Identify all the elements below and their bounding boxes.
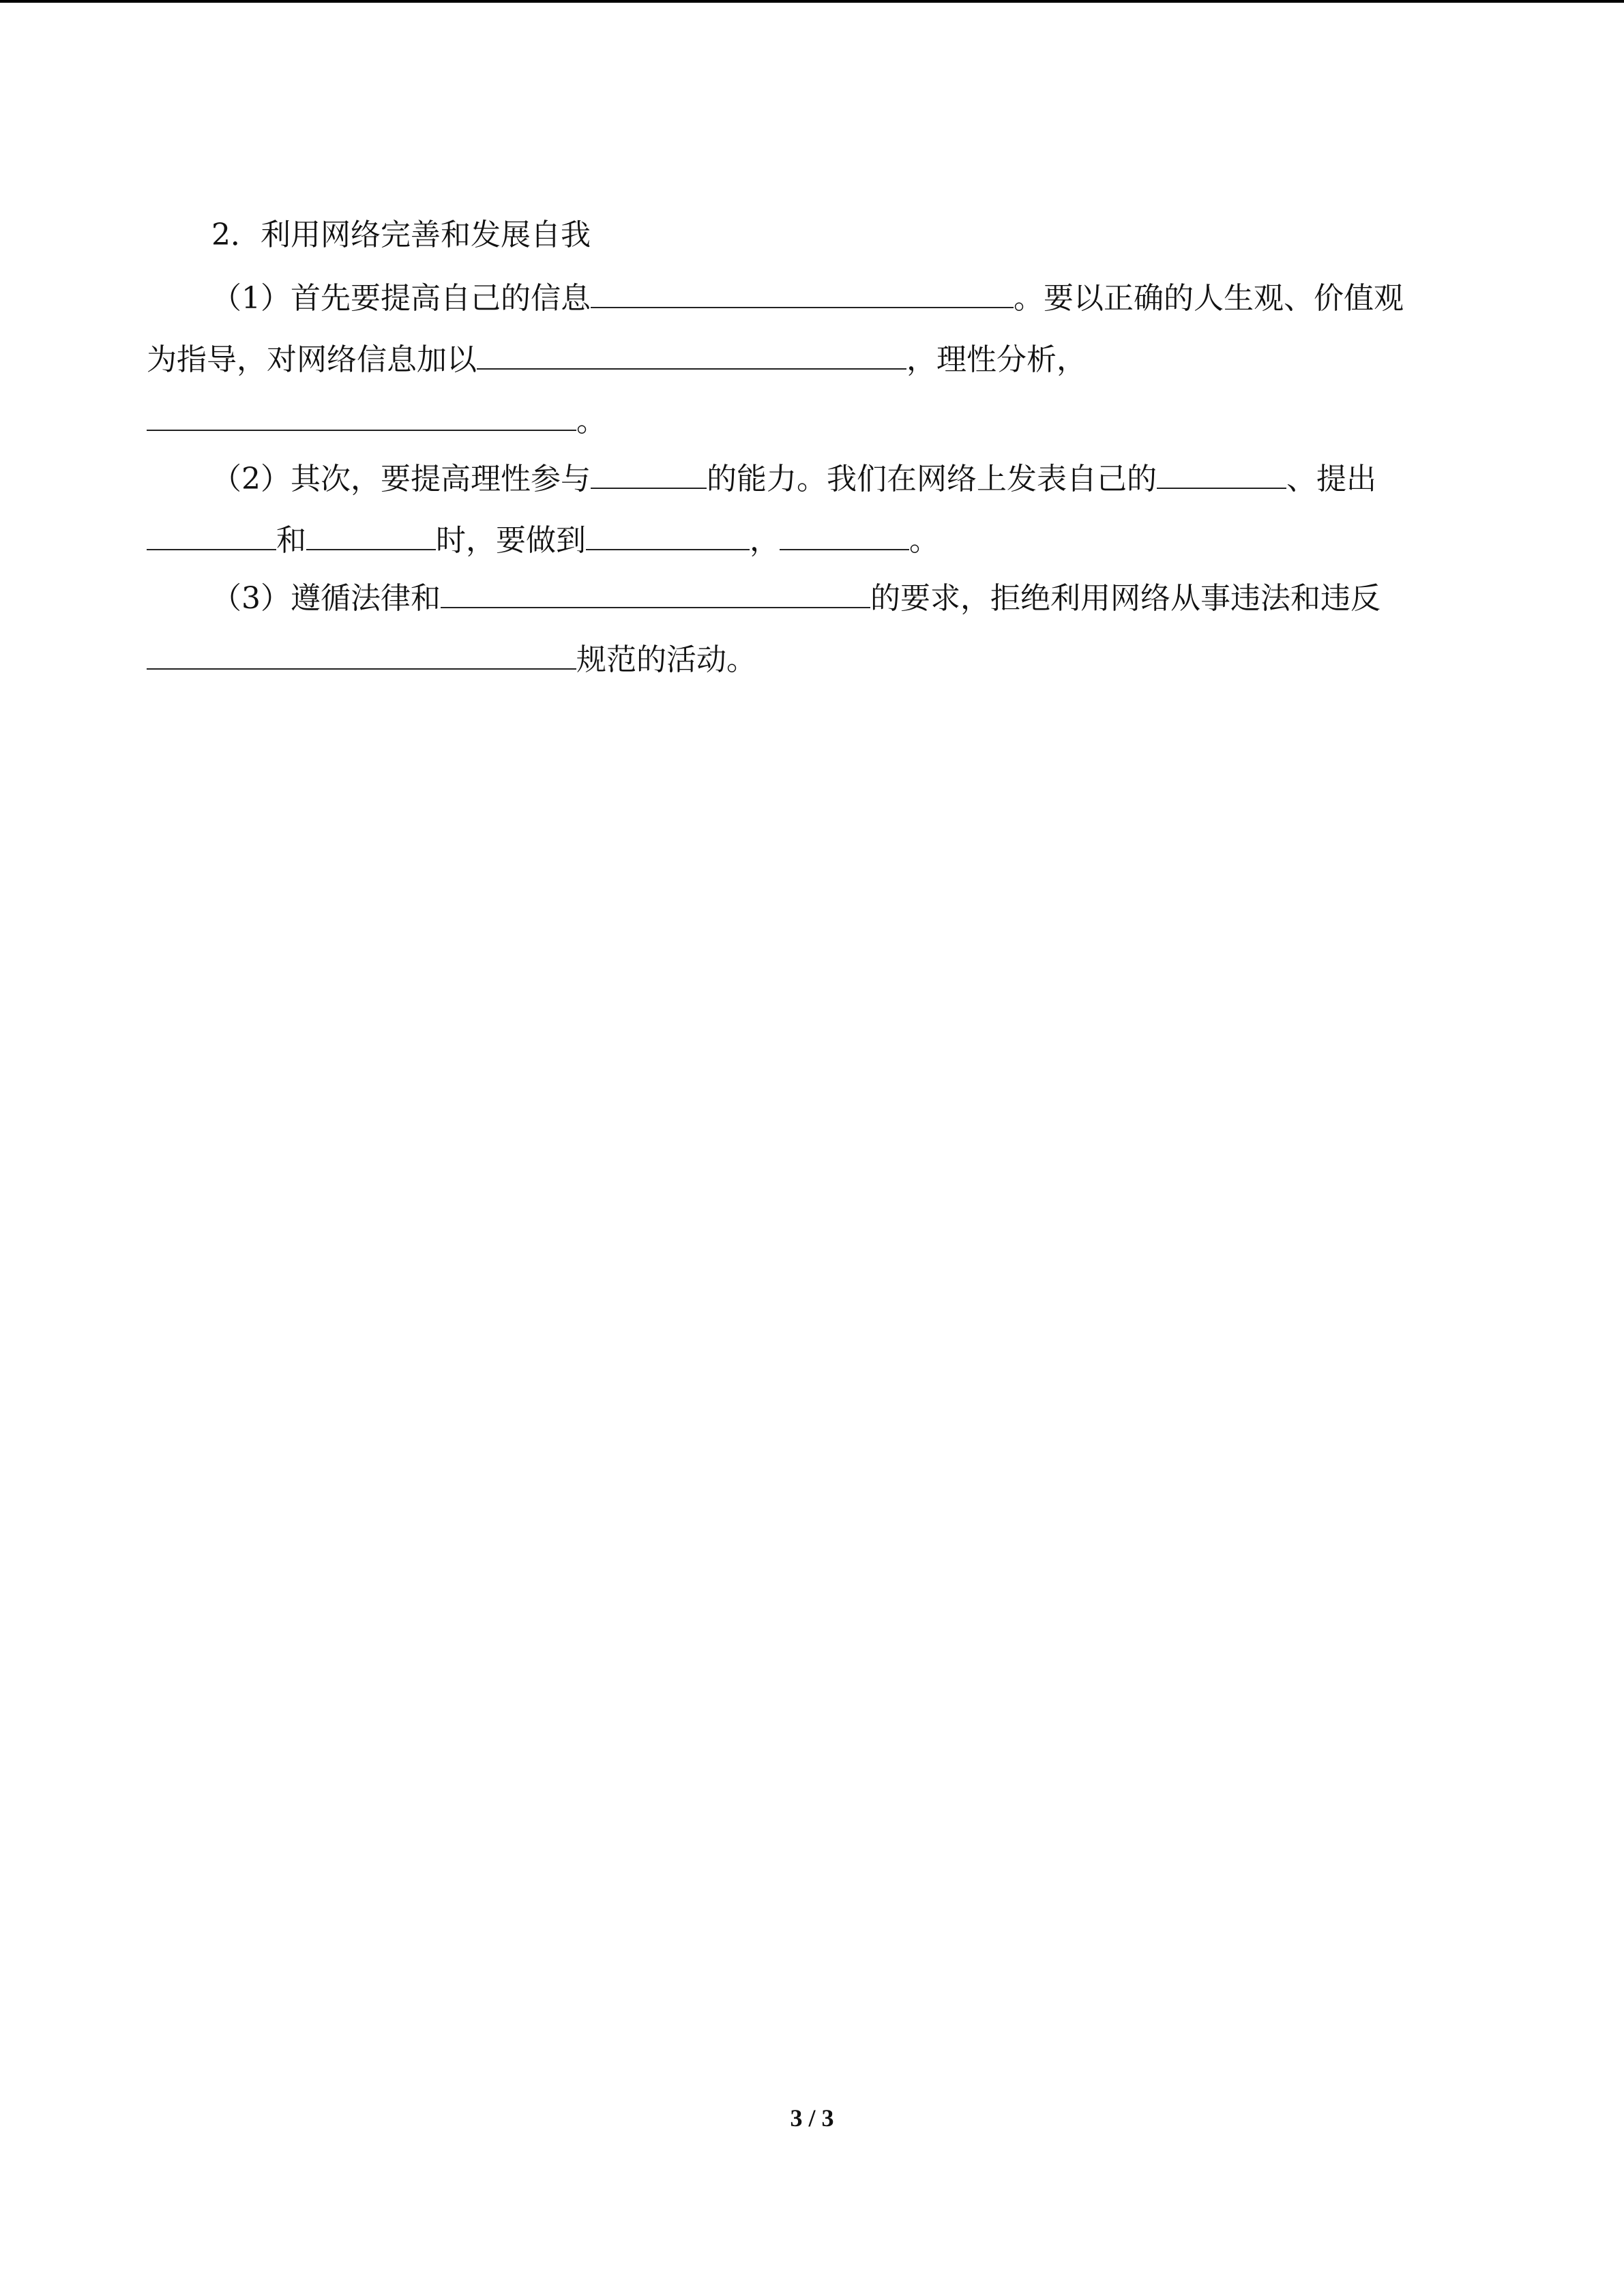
item1-line1 [211,273,1404,319]
item2-text-a: （2）其次，要提高理性参与 [211,462,591,496]
top-border-line [0,0,1624,3]
item1-text-c: 为指导，对网络信息加以 [147,342,477,377]
fill-blank[interactable] [147,396,576,431]
item2-text-d: 和 [276,523,306,558]
fill-blank[interactable] [441,573,870,608]
item3-text-a: （3）遵循法律和 [211,581,441,616]
item2-text-f: ， [750,523,780,558]
item2-text-c: 、提出 [1286,462,1376,496]
fill-blank[interactable] [147,634,576,670]
item3-text-c: 规范的活动。 [576,642,756,677]
item1-line3 [147,396,606,442]
item1-text-e: 。 [576,404,606,438]
item1-text-d: ，理性分析， [906,342,1087,377]
item1-line2 [147,334,1087,381]
heading-text: 2．利用网络完善和发展自我 [211,218,591,252]
item2-line1 [211,453,1376,500]
fill-blank[interactable] [591,273,1014,308]
fill-blank[interactable] [147,515,276,550]
fill-blank[interactable] [477,334,906,370]
item2-line2 [147,515,939,561]
fill-blank[interactable] [591,453,707,489]
section-heading [211,215,591,256]
page-number: 3 / 3 [790,2104,834,2132]
item3-text-b: 的要求，拒绝利用网络从事违法和违反 [870,581,1381,616]
item1-text-b: 。要以正确的人生观、价值观 [1014,281,1404,316]
fill-blank[interactable] [1157,453,1286,489]
fill-blank[interactable] [586,515,750,550]
item2-text-g: 。 [909,523,939,558]
item1-text-a: （1）首先要提高自己的信息 [211,281,591,316]
fill-blank[interactable] [780,515,909,550]
fill-blank[interactable] [306,515,436,550]
item3-line1 [211,573,1381,619]
item2-text-e: 时，要做到 [436,523,586,558]
item3-line2 [147,634,756,681]
item2-text-b: 的能力。我们在网络上发表自己的 [707,462,1157,496]
